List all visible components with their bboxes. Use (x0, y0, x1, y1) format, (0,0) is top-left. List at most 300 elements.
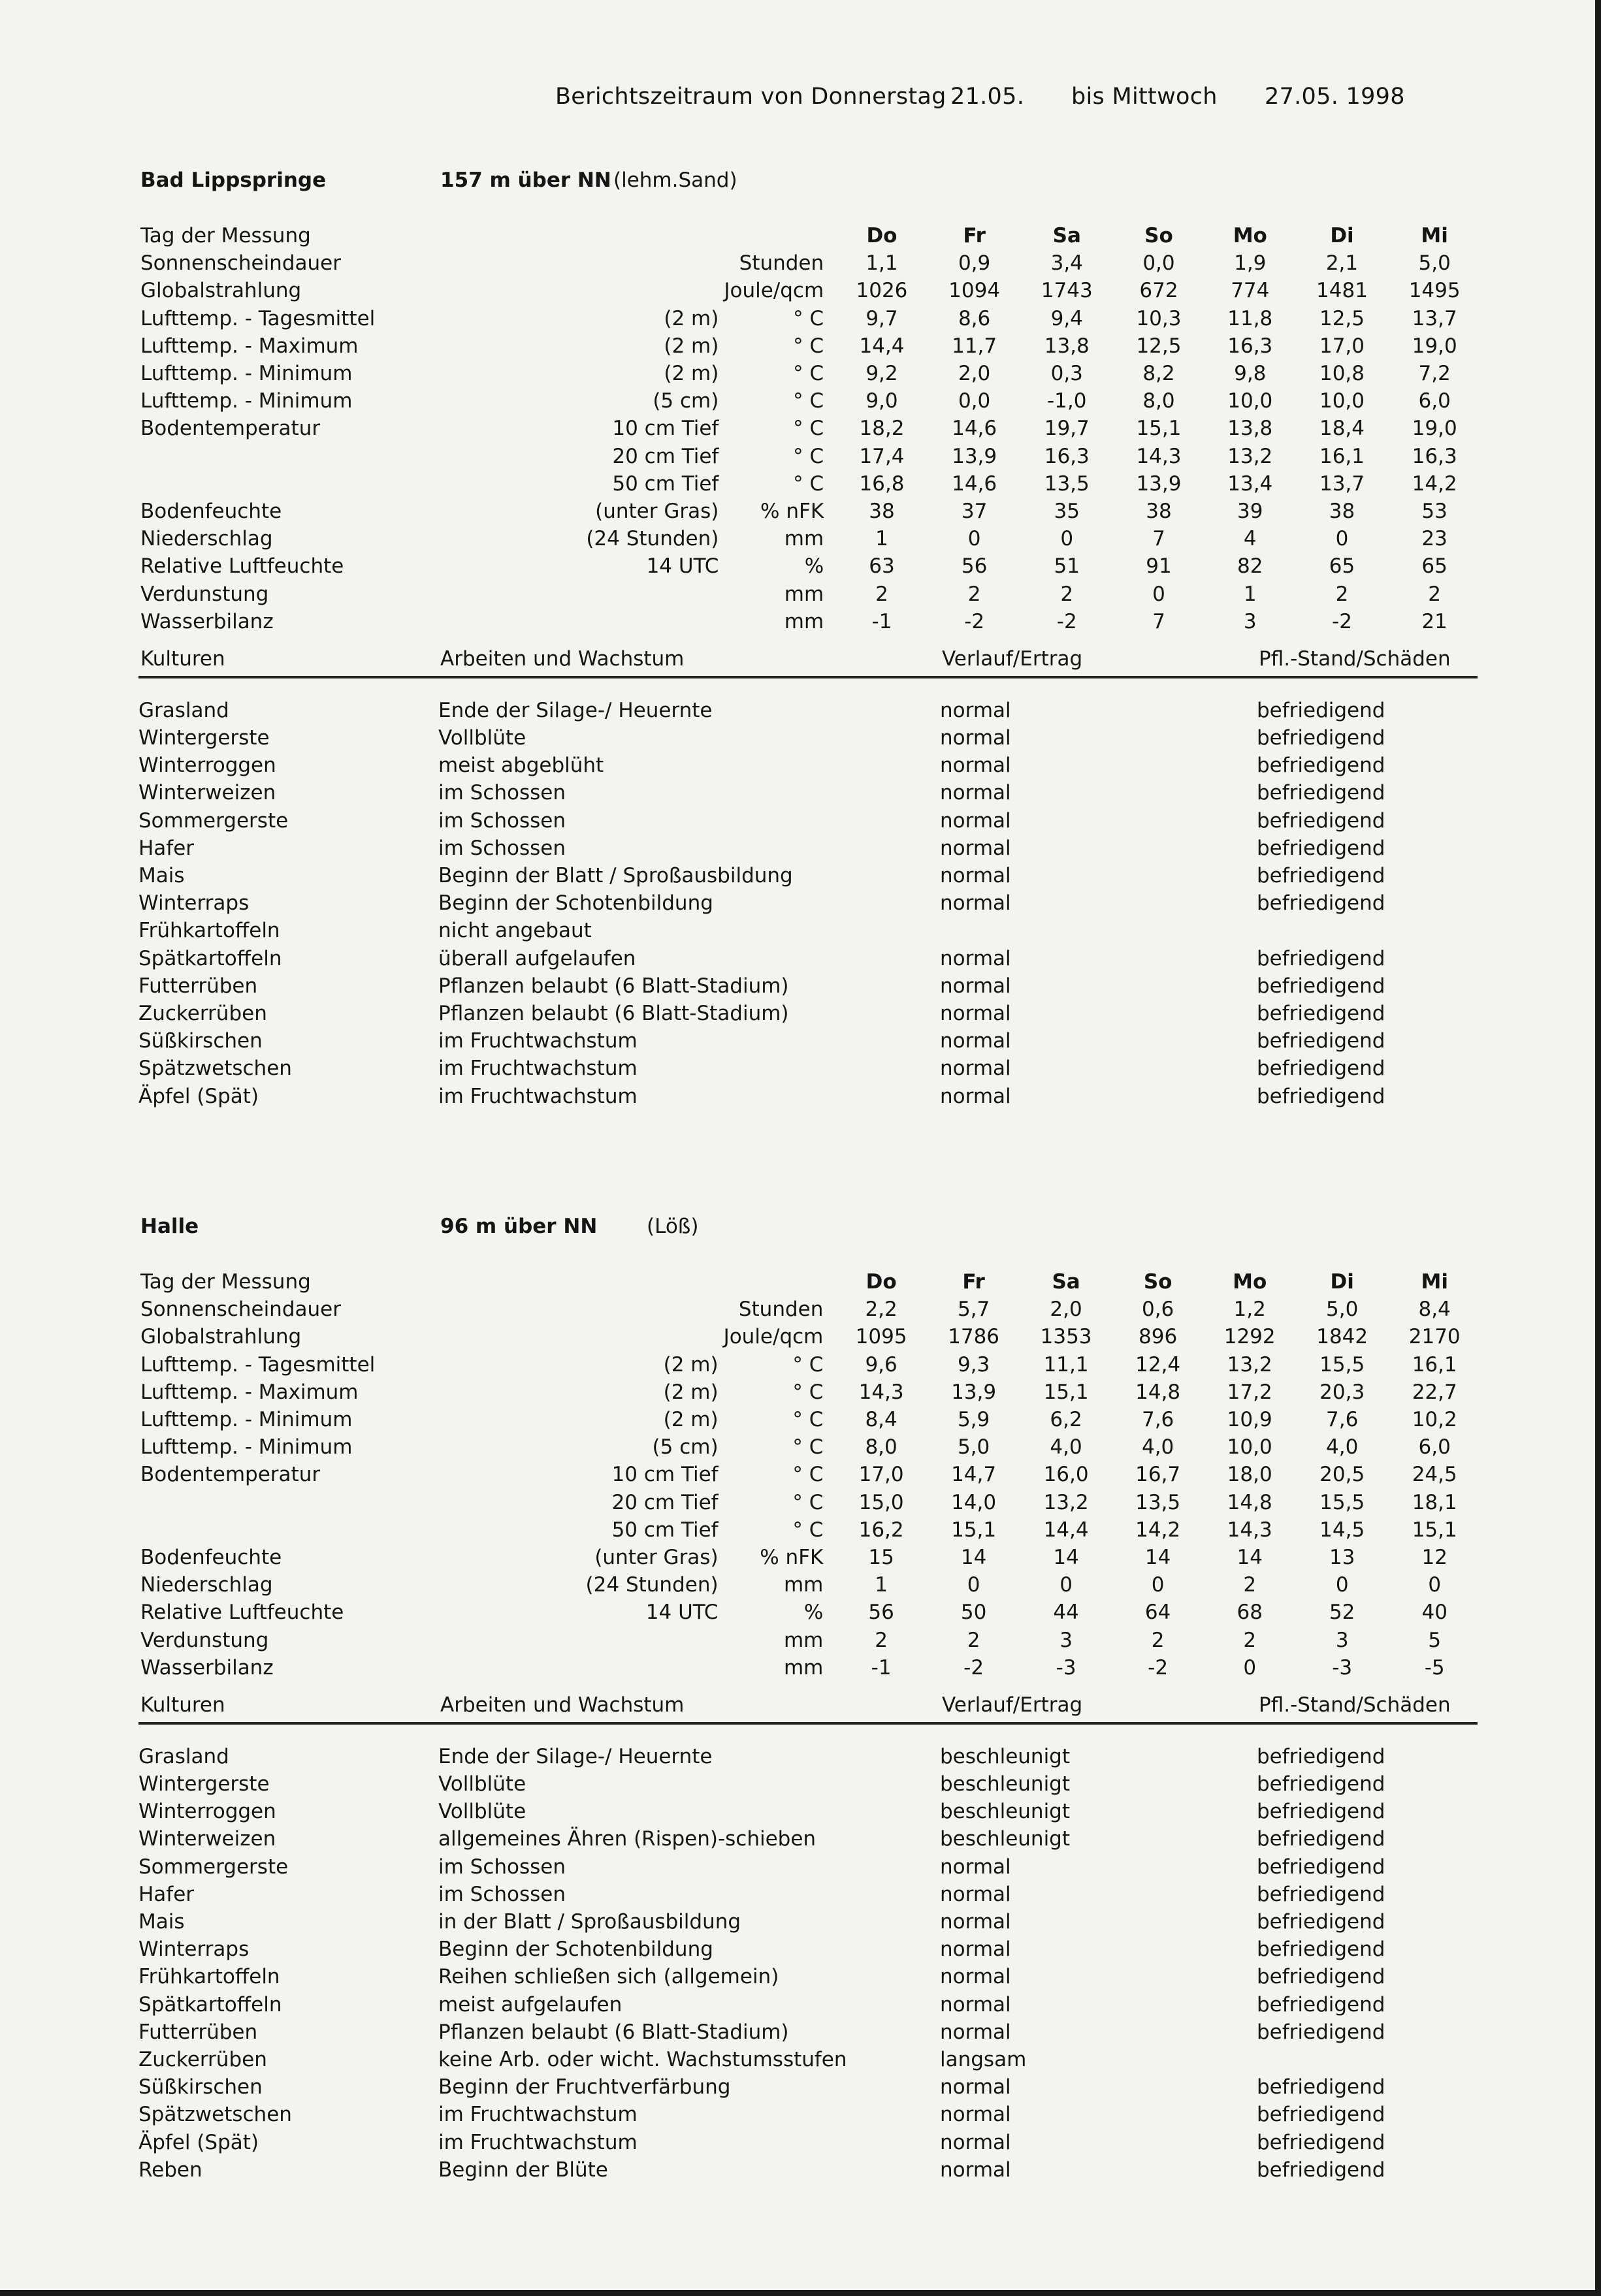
station-header (138, 1215, 1481, 1247)
weather-value: 13,8 (1044, 334, 1090, 358)
crop-condition: befriedigend (1257, 1855, 1385, 1879)
crop-row (138, 1000, 1472, 1027)
weather-label: Globalstrahlung (140, 1325, 302, 1349)
weather-value: 5 (1428, 1628, 1442, 1652)
weather-label: Bodentemperatur (140, 417, 321, 441)
crop-row (138, 2128, 1472, 2156)
weather-row (138, 277, 1481, 304)
crop-condition: befriedigend (1257, 698, 1385, 722)
weather-row (138, 387, 1481, 415)
crop-progress: normal (940, 1084, 1011, 1108)
weather-value: 16,1 (1319, 444, 1365, 468)
weather-value: 5,9 (957, 1408, 990, 1432)
weather-value: 39 (1237, 499, 1263, 523)
weather-label: Niederschlag (140, 527, 273, 551)
crop-row (138, 752, 1472, 779)
weather-value: 1 (1243, 582, 1257, 606)
weather-value: 0,0 (958, 389, 991, 413)
weather-label: Niederschlag (140, 1573, 273, 1597)
weather-row (138, 1599, 1481, 1626)
weather-value: 0 (1335, 1573, 1349, 1597)
weather-unit (724, 1268, 835, 1296)
station-bad-lippspringe (138, 168, 1481, 1110)
weather-row (138, 1433, 1481, 1461)
weather-qualifier: (2 m) (663, 1408, 719, 1432)
crop-stage: im Fruchtwachstum (438, 2103, 638, 2127)
crop-condition: befriedigend (1257, 1827, 1385, 1851)
crop-stage: keine Arb. oder wicht. Wachstumsstufen (438, 2047, 847, 2071)
weather-value: 8,4 (1418, 1298, 1451, 1322)
weather-value: 51 (1054, 554, 1080, 579)
weather-value: -2 (963, 1655, 984, 1680)
weather-value: -2 (1332, 609, 1352, 633)
crop-condition: befriedigend (1257, 974, 1385, 998)
crop-row (138, 1881, 1472, 1908)
weather-value: 0 (1059, 1573, 1073, 1597)
crop-stage: Pflanzen belaubt (6 Blatt-Stadium) (438, 2020, 789, 2044)
weather-value: 16,8 (859, 471, 905, 496)
weather-value: 1095 (855, 1325, 907, 1349)
weather-value: 2 (875, 582, 888, 606)
crop-row (138, 917, 1472, 944)
weather-value: Fr (962, 1270, 985, 1294)
crop-condition: befriedigend (1257, 891, 1385, 916)
weather-value: -2 (1056, 609, 1077, 633)
crop-row (138, 1798, 1472, 1825)
weather-value: 12,5 (1319, 306, 1365, 330)
crop-stage: im Schossen (438, 808, 566, 833)
weather-value: 1,1 (865, 251, 898, 276)
crop-condition: befriedigend (1257, 2158, 1385, 2182)
weather-qualifier (375, 608, 724, 635)
weather-value: 91 (1146, 554, 1172, 579)
weather-value: 40 (1421, 1601, 1447, 1625)
weather-qualifier: 14 UTC (645, 1601, 719, 1625)
weather-value: 2 (1243, 1573, 1257, 1597)
weather-label: Tag der Messung (140, 1270, 311, 1294)
weather-value: So (1143, 1270, 1172, 1294)
weather-unit: mm (784, 609, 824, 633)
crop-progress: beschleunigt (940, 1744, 1071, 1768)
weather-value: 2 (967, 582, 981, 606)
weather-value: 35 (1054, 499, 1080, 523)
weather-value: 50 (960, 1601, 987, 1625)
weather-value: 5,0 (957, 1435, 990, 1459)
weather-value: 15,5 (1319, 1490, 1365, 1514)
weather-qualifier: 20 cm Tief (611, 1490, 719, 1514)
crop-progress: normal (940, 726, 1011, 750)
weather-qualifier (375, 580, 724, 607)
weather-value: 5,0 (1418, 251, 1451, 276)
weather-value: 8,0 (1142, 389, 1175, 413)
weather-value: 14 (1053, 1545, 1079, 1569)
crop-name: Hafer (138, 1882, 195, 1906)
weather-qualifier (375, 1654, 723, 1682)
weather-row (138, 360, 1481, 387)
crop-header-verlauf: Verlauf/Ertrag (942, 1693, 1083, 1717)
weather-value: 10,2 (1412, 1408, 1457, 1432)
weather-unit: % (804, 554, 824, 579)
weather-label: Lufttemp. - Tagesmittel (140, 1352, 376, 1377)
weather-value: 0 (1335, 527, 1349, 551)
weather-qualifier (375, 1626, 723, 1653)
weather-qualifier: (5 cm) (652, 1435, 719, 1459)
weather-label: Lufttemp. - Minimum (140, 389, 353, 413)
crop-progress: normal (940, 1001, 1011, 1025)
crop-name: Mais (138, 864, 185, 888)
weather-row (138, 415, 1481, 442)
weather-row (138, 1544, 1481, 1571)
weather-value: 15 (868, 1545, 894, 1569)
crop-progress: normal (940, 781, 1011, 805)
weather-value: 1 (875, 527, 888, 551)
weather-value: 14 (960, 1545, 987, 1569)
weather-row (138, 1296, 1481, 1323)
weather-value: 14,3 (1227, 1518, 1272, 1542)
weather-value: 14,3 (858, 1380, 904, 1404)
weather-qualifier: 14 UTC (646, 554, 719, 579)
weather-value: Di (1330, 224, 1354, 248)
crop-stage: Pflanzen belaubt (6 Blatt-Stadium) (438, 1001, 789, 1025)
weather-value: 0,6 (1141, 1298, 1174, 1322)
crop-header-rule (138, 676, 1478, 678)
crop-stage: meist abgeblüht (438, 754, 604, 778)
weather-value: 9,3 (957, 1352, 990, 1377)
crop-condition: befriedigend (1257, 1965, 1385, 1989)
weather-row (138, 443, 1481, 470)
weather-unit: ° C (793, 306, 824, 330)
weather-value: 6,0 (1418, 1435, 1451, 1459)
weather-value: 9,4 (1050, 306, 1083, 330)
weather-value: 0 (1151, 1573, 1165, 1597)
crop-stage: im Schossen (438, 781, 566, 805)
weather-value: 19,0 (1412, 417, 1457, 441)
weather-value: 9,6 (865, 1352, 898, 1377)
weather-table (138, 1268, 1481, 1682)
weather-label: Lufttemp. - Minimum (140, 1435, 353, 1459)
weather-value: 1786 (948, 1325, 1000, 1349)
crop-row (138, 2046, 1472, 2073)
weather-value: -2 (1148, 1655, 1169, 1680)
weather-row (138, 249, 1481, 277)
weather-value: 14,8 (1227, 1490, 1272, 1514)
weather-qualifier: (5 cm) (653, 389, 719, 413)
weather-value: 11,1 (1043, 1352, 1089, 1377)
weather-value: Mi (1421, 1270, 1448, 1294)
weather-label: Lufttemp. - Maximum (140, 334, 359, 358)
weather-value: 3 (1059, 1628, 1073, 1652)
weather-value: Sa (1052, 224, 1081, 248)
weather-value: 9,0 (865, 389, 898, 413)
weather-value: 14,4 (859, 334, 905, 358)
crop-stage: Ende der Silage-/ Heuernte (438, 1744, 713, 1768)
weather-value: 10,3 (1136, 306, 1182, 330)
weather-unit: ° C (793, 417, 824, 441)
weather-value: Mo (1233, 224, 1267, 248)
weather-unit: mm (784, 527, 824, 551)
weather-value: 1353 (1040, 1325, 1092, 1349)
weather-value: 64 (1144, 1601, 1171, 1625)
crop-progress: normal (940, 1882, 1011, 1906)
weather-label: Relative Luftfeuchte (140, 1601, 344, 1625)
crop-stage: im Fruchtwachstum (438, 1057, 638, 1081)
crop-name: Spätzwetschen (138, 1057, 292, 1081)
weather-unit: ° C (793, 471, 824, 496)
station-name: Bad Lippspringe (140, 168, 327, 192)
weather-value: 56 (961, 554, 988, 579)
weather-value: 10,0 (1319, 389, 1365, 413)
weather-value: 6,0 (1418, 389, 1451, 413)
weather-value: 15,1 (1043, 1380, 1089, 1404)
weather-value: 672 (1139, 279, 1178, 303)
crop-name: Winterweizen (138, 781, 276, 805)
weather-row (138, 608, 1481, 635)
weather-label: Wasserbilanz (140, 1655, 274, 1680)
weather-unit: % (803, 1601, 824, 1625)
weather-value: 2 (1335, 582, 1349, 606)
crop-name: Futterrüben (138, 974, 258, 998)
weather-unit: mm (783, 1655, 824, 1680)
weather-qualifier: (2 m) (664, 334, 719, 358)
crop-name: Spätzwetschen (138, 2103, 292, 2127)
crop-name: Grasland (138, 698, 229, 722)
weather-value: 14,6 (952, 417, 997, 441)
weather-unit: mm (784, 582, 824, 606)
weather-unit: ° C (793, 334, 824, 358)
crop-condition: befriedigend (1257, 2075, 1385, 2099)
station-altitude: 157 m über NN (440, 168, 611, 192)
weather-value: -1 (871, 609, 892, 633)
crop-progress: normal (940, 836, 1011, 860)
weather-label: Wasserbilanz (140, 609, 274, 633)
weather-value: 20,3 (1319, 1380, 1365, 1404)
weather-value: -2 (964, 609, 985, 633)
weather-unit: Joule/qcm (723, 1325, 824, 1349)
weather-row (138, 1351, 1481, 1379)
crop-progress: normal (940, 1992, 1011, 2017)
crop-condition: befriedigend (1257, 1057, 1385, 1081)
weather-qualifier: (2 m) (664, 306, 719, 330)
crop-progress: normal (940, 1029, 1011, 1053)
crop-row (138, 1055, 1472, 1082)
weather-value: 7,2 (1418, 362, 1451, 386)
crop-header-arbeiten: Arbeiten und Wachstum (440, 646, 685, 671)
weather-unit: ° C (792, 1380, 824, 1404)
crop-progress: beschleunigt (940, 1772, 1071, 1796)
weather-value: 0 (1428, 1573, 1442, 1597)
weather-unit: mm (783, 1573, 824, 1597)
weather-value: 1743 (1041, 279, 1093, 303)
weather-value: 13,2 (1227, 444, 1273, 468)
weather-value: 0 (1152, 582, 1165, 606)
weather-row (138, 580, 1481, 607)
crop-header-rule (138, 1722, 1478, 1725)
weather-value: 19,7 (1044, 417, 1090, 441)
weather-qualifier (375, 1296, 723, 1323)
crop-progress: normal (940, 2158, 1011, 2182)
weather-value: 15,5 (1319, 1352, 1365, 1377)
crop-progress: normal (940, 1910, 1011, 1934)
crop-progress: normal (940, 2020, 1011, 2044)
weather-label: Lufttemp. - Minimum (140, 362, 353, 386)
weather-label: Relative Luftfeuchte (140, 554, 344, 579)
weather-value: 14,2 (1412, 471, 1457, 496)
weather-row (138, 1379, 1481, 1406)
crop-row (138, 2156, 1472, 2184)
crop-header-stand: Pfl.-Stand/Schäden (1259, 1693, 1451, 1717)
crop-name: Winterraps (138, 1937, 250, 1962)
crop-row (138, 1770, 1472, 1798)
weather-value: 14,6 (952, 471, 997, 496)
weather-value: 2 (1151, 1628, 1165, 1652)
crop-condition: befriedigend (1257, 1001, 1385, 1025)
crop-name: Frühkartoffeln (138, 919, 280, 943)
weather-value: 2,0 (958, 362, 991, 386)
weather-label: Verdunstung (140, 582, 269, 606)
weather-value: 24,5 (1412, 1463, 1457, 1487)
crop-condition: befriedigend (1257, 1882, 1385, 1906)
weather-value: Sa (1052, 1270, 1080, 1294)
weather-unit: Joule/qcm (724, 279, 824, 303)
weather-qualifier: 10 cm Tief (612, 417, 719, 441)
weather-row (138, 1571, 1481, 1599)
crop-name: Wintergerste (138, 726, 270, 750)
crop-name: Winterroggen (138, 754, 276, 778)
weather-value: 1,9 (1234, 251, 1267, 276)
weather-value: 7 (1152, 527, 1165, 551)
weather-value: 15,1 (1412, 1518, 1457, 1542)
weather-value: 7 (1152, 609, 1165, 633)
weather-label: Bodenfeuchte (140, 499, 282, 523)
weather-value: 10,0 (1227, 1435, 1272, 1459)
weather-label (138, 443, 375, 470)
weather-value: 2,0 (1050, 1298, 1082, 1322)
weather-value: 0 (1060, 527, 1074, 551)
crop-condition: befriedigend (1257, 1772, 1385, 1796)
weather-value: 2,2 (865, 1298, 898, 1322)
crop-name: Zuckerrüben (138, 2047, 267, 2071)
crop-progress: normal (940, 946, 1011, 970)
crop-header (138, 1693, 1481, 1721)
crop-table (138, 697, 1472, 1110)
weather-qualifier (375, 222, 724, 249)
crop-stage: Vollblüte (438, 1772, 526, 1796)
crop-condition: befriedigend (1257, 946, 1385, 970)
crop-header-stand: Pfl.-Stand/Schäden (1259, 646, 1451, 671)
weather-row (138, 498, 1481, 525)
weather-value: 13,4 (1227, 471, 1273, 496)
weather-qualifier: (24 Stunden) (585, 1573, 719, 1597)
weather-qualifier (375, 277, 724, 304)
crop-condition: befriedigend (1257, 1910, 1385, 1934)
weather-row (138, 470, 1481, 498)
crop-condition: befriedigend (1257, 1744, 1385, 1768)
weather-value: 14,4 (1043, 1518, 1089, 1542)
weather-value: 18,0 (1227, 1463, 1272, 1487)
crop-row (138, 2101, 1472, 2128)
weather-value: 14,0 (951, 1490, 997, 1514)
crop-progress: normal (940, 808, 1011, 833)
period-label: Berichtszeitraum von Donnerstag (555, 84, 946, 110)
crop-progress: beschleunigt (940, 1800, 1071, 1824)
weather-value: 8,6 (958, 306, 991, 330)
weather-value: 1 (875, 1573, 888, 1597)
crop-row (138, 1082, 1472, 1109)
weather-value: 9,2 (865, 362, 898, 386)
weather-label: Lufttemp. - Tagesmittel (140, 306, 376, 330)
weather-value: 10,9 (1227, 1408, 1272, 1432)
crop-row (138, 724, 1472, 752)
crop-condition: befriedigend (1257, 754, 1385, 778)
weather-unit: ° C (793, 444, 824, 468)
crop-stage: Beginn der Schotenbildung (438, 891, 713, 916)
crop-stage: im Schossen (438, 836, 566, 860)
weather-value: 16,3 (1412, 444, 1457, 468)
crop-row (138, 1936, 1472, 1963)
crop-row (138, 779, 1472, 806)
crop-row (138, 889, 1472, 917)
weather-label: Lufttemp. - Minimum (140, 1408, 353, 1432)
weather-unit: ° C (793, 362, 824, 386)
weather-value: 774 (1231, 279, 1270, 303)
crop-condition: befriedigend (1257, 808, 1385, 833)
crop-name: Winterraps (138, 891, 250, 916)
crop-name: Winterroggen (138, 1800, 276, 1824)
weather-value: 4 (1243, 527, 1257, 551)
crop-name: Sommergerste (138, 1855, 289, 1879)
weather-value: 56 (868, 1601, 894, 1625)
weather-label: Sonnenscheindauer (140, 1298, 341, 1322)
weather-value: 68 (1237, 1601, 1263, 1625)
weather-value: 12 (1421, 1545, 1447, 1569)
station-altitude: 96 m über NN (440, 1215, 598, 1238)
crop-row (138, 697, 1472, 724)
weather-unit (724, 222, 835, 249)
weather-value: 13 (1329, 1545, 1355, 1569)
weather-value: 0 (967, 1573, 980, 1597)
crop-name: Sommergerste (138, 808, 289, 833)
crop-stage: nicht angebaut (438, 919, 592, 943)
period-start: 21.05. (950, 84, 1025, 110)
crop-name: Reben (138, 2158, 202, 2182)
weather-unit: ° C (792, 1490, 824, 1514)
weather-value: 2170 (1408, 1325, 1461, 1349)
crop-row (138, 1908, 1472, 1936)
weather-value: 14,3 (1136, 444, 1182, 468)
weather-value: 5,7 (957, 1298, 990, 1322)
weather-value: Mi (1421, 224, 1448, 248)
crop-row (138, 807, 1472, 835)
weather-value: 3,4 (1050, 251, 1083, 276)
crop-condition: befriedigend (1257, 1800, 1385, 1824)
weather-value: 2 (1428, 582, 1442, 606)
crop-stage: überall aufgelaufen (438, 946, 636, 970)
weather-days-row (138, 222, 1481, 249)
crop-condition (1257, 2046, 1472, 2073)
weather-value: 19,0 (1412, 334, 1457, 358)
weather-unit: ° C (792, 1352, 824, 1377)
crop-condition: befriedigend (1257, 864, 1385, 888)
weather-row (138, 332, 1481, 360)
crop-header-verlauf: Verlauf/Ertrag (942, 646, 1083, 671)
weather-value: 18,2 (859, 417, 905, 441)
crop-progress (940, 917, 1257, 944)
crop-stage: im Fruchtwachstum (438, 1029, 638, 1053)
weather-table (138, 222, 1481, 635)
crop-table (138, 1743, 1472, 2184)
weather-row (138, 305, 1481, 332)
weather-value: 12,5 (1136, 334, 1182, 358)
